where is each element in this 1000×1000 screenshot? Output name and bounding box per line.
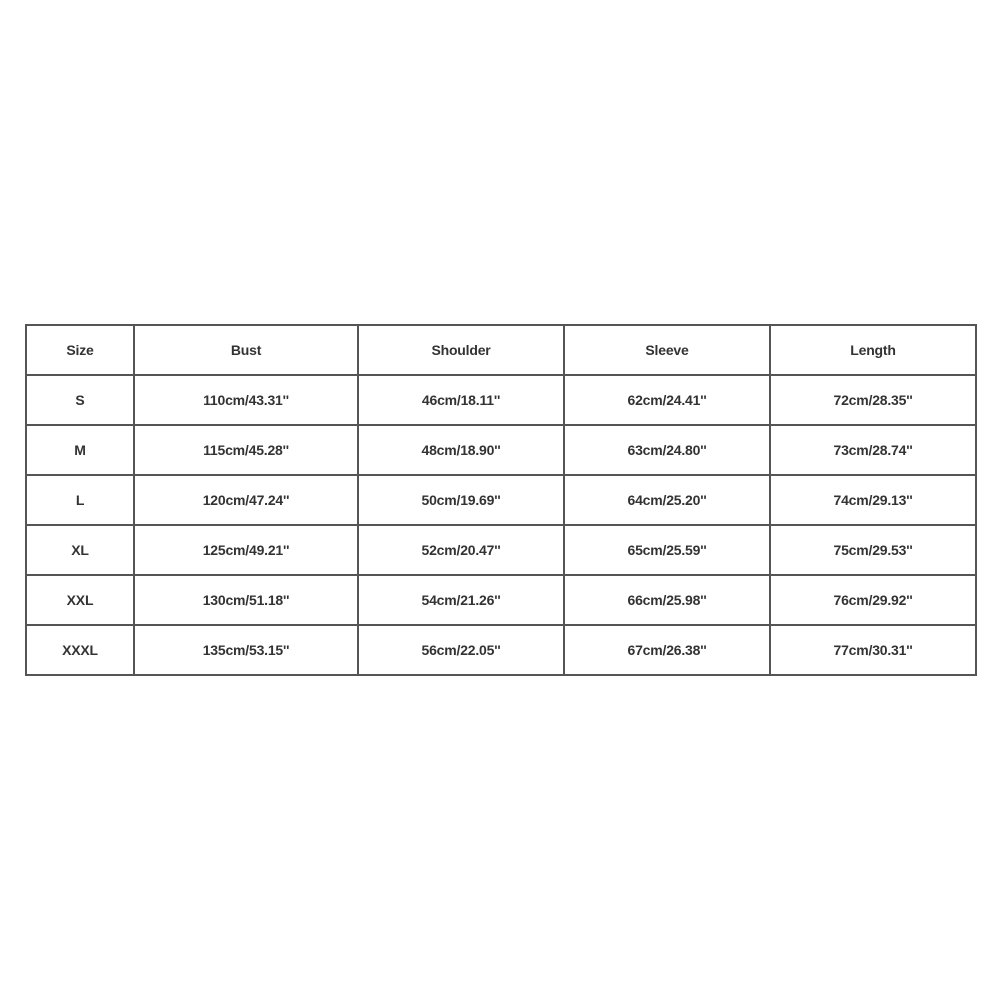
cell-sleeve: 66cm/25.98''	[564, 575, 770, 625]
cell-size: XXXL	[26, 625, 134, 675]
cell-bust: 130cm/51.18''	[134, 575, 358, 625]
cell-bust: 120cm/47.24''	[134, 475, 358, 525]
cell-size: S	[26, 375, 134, 425]
table-row	[26, 425, 976, 475]
size-chart-table	[25, 324, 977, 676]
cell-length: 76cm/29.92''	[770, 575, 976, 625]
table-row	[26, 575, 976, 625]
cell-bust: 115cm/45.28''	[134, 425, 358, 475]
table-body	[26, 375, 976, 675]
cell-sleeve: 67cm/26.38''	[564, 625, 770, 675]
table-row	[26, 475, 976, 525]
header-length: Length	[770, 325, 976, 375]
header-size: Size	[26, 325, 134, 375]
cell-sleeve: 65cm/25.59''	[564, 525, 770, 575]
cell-size: L	[26, 475, 134, 525]
cell-length: 74cm/29.13''	[770, 475, 976, 525]
cell-bust: 110cm/43.31''	[134, 375, 358, 425]
cell-shoulder: 54cm/21.26''	[358, 575, 564, 625]
cell-shoulder: 46cm/18.11''	[358, 375, 564, 425]
cell-length: 77cm/30.31''	[770, 625, 976, 675]
cell-sleeve: 62cm/24.41''	[564, 375, 770, 425]
header-sleeve: Sleeve	[564, 325, 770, 375]
cell-bust: 125cm/49.21''	[134, 525, 358, 575]
cell-size: XL	[26, 525, 134, 575]
table-row	[26, 375, 976, 425]
cell-size: XXL	[26, 575, 134, 625]
table-row	[26, 625, 976, 675]
cell-shoulder: 52cm/20.47''	[358, 525, 564, 575]
header-bust: Bust	[134, 325, 358, 375]
cell-length: 75cm/29.53''	[770, 525, 976, 575]
table-row	[26, 525, 976, 575]
cell-sleeve: 63cm/24.80''	[564, 425, 770, 475]
cell-shoulder: 50cm/19.69''	[358, 475, 564, 525]
cell-shoulder: 48cm/18.90''	[358, 425, 564, 475]
cell-length: 72cm/28.35''	[770, 375, 976, 425]
header-shoulder: Shoulder	[358, 325, 564, 375]
cell-size: M	[26, 425, 134, 475]
cell-bust: 135cm/53.15''	[134, 625, 358, 675]
header-row	[26, 325, 976, 375]
table-header	[26, 325, 976, 375]
cell-sleeve: 64cm/25.20''	[564, 475, 770, 525]
cell-length: 73cm/28.74''	[770, 425, 976, 475]
cell-shoulder: 56cm/22.05''	[358, 625, 564, 675]
